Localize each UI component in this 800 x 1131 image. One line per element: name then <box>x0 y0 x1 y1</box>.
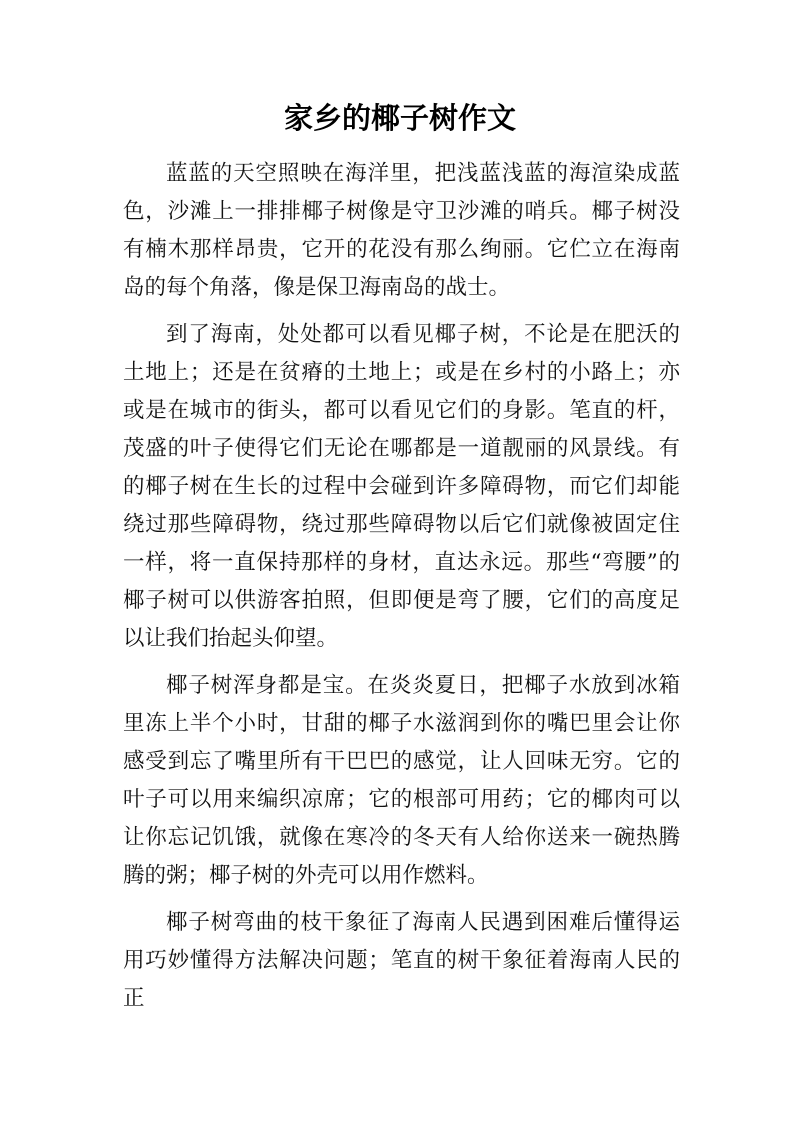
paragraph: 蓝蓝的天空照映在海洋里，把浅蓝浅蓝的海渲染成蓝色，沙滩上一排排椰子树像是守卫沙滩的哨兵。椰子树没有楠木那样昂贵，它开的花没有那么绚丽。它伫立在海南岛的每个角落，像是保卫海南岛的战士。 <box>123 161 680 300</box>
paragraph: 到了海南，处处都可以看见椰子树，不论是在肥沃的土地上；还是在贫瘠的土地上；或是在乡村的小路上；亦或是在城市的街头，都可以看见它们的身影。笔直的杆，茂盛的叶子使得它们无论在哪都是一道靓丽的风景线。有的椰子树在生长的过程中会碰到许多障碍物，而它们却能绕过那些障碍物，绕过那些障碍物以后它们就像被固定住一样，将一直保持那样的身材，直达永远。那些“弯腰”的椰子树可以供游客拍照，但即便是弯了腰，它们的高度足以让我们抬起头仰望。 <box>123 322 680 651</box>
paragraph: 椰子树弯曲的枝干象征了海南人民遇到困难后懂得运用巧妙懂得方法解决问题；笔直的树干象征着海南人民的正 <box>123 910 680 1011</box>
paragraph: 椰子树浑身都是宝。在炎炎夏日，把椰子水放到冰箱里冻上半个小时，甘甜的椰子水滋润到你的嘴巴里会让你感受到忘了嘴里所有干巴巴的感觉，让人回味无穷。它的叶子可以用来编织凉席；它的根部可用药；它的椰肉可以让你忘记饥饿，就像在寒冷的冬天有人给你送来一碗热腾腾的粥；椰子树的外壳可以用作燃料。 <box>123 673 680 888</box>
document-body <box>123 155 680 1027</box>
document-title: 家乡的椰子树作文 <box>283 101 516 135</box>
